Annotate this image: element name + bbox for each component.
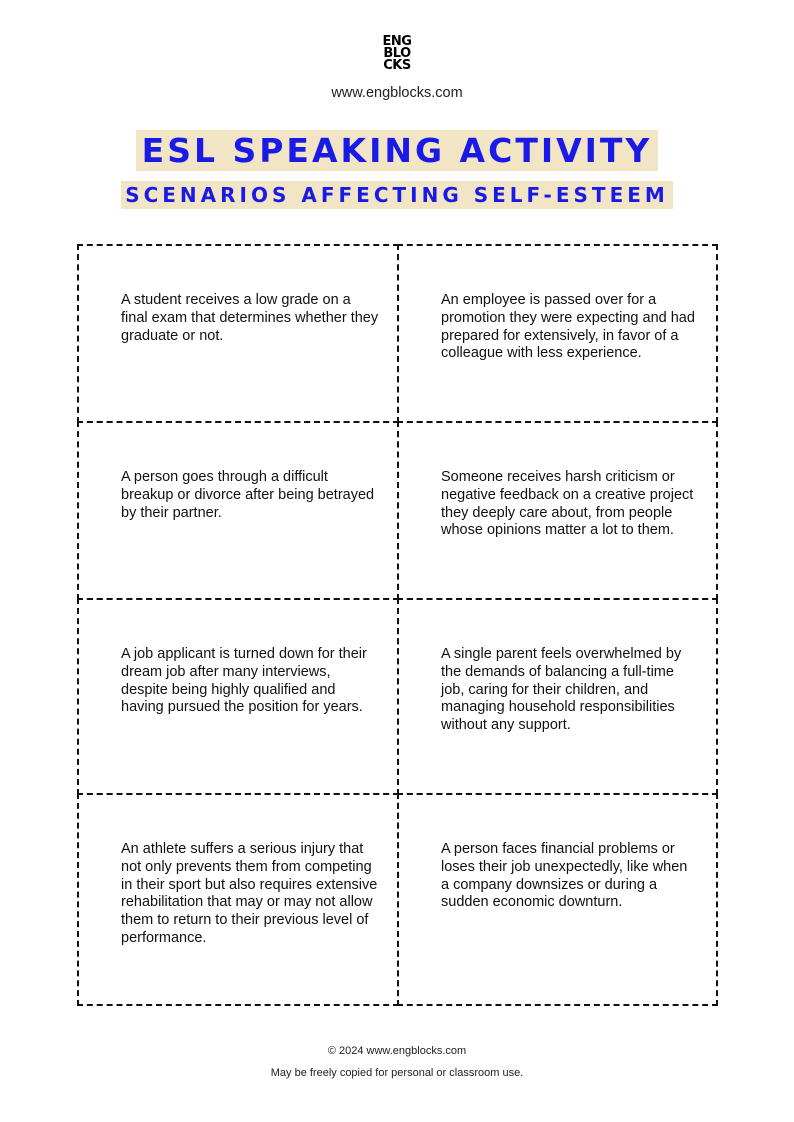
scenario-card — [77, 244, 399, 423]
site-url: www.engblocks.com — [331, 85, 463, 101]
scenario-card — [77, 421, 399, 600]
page-title-text: ESL SPEAKING ACTIVITY — [136, 130, 659, 171]
scenario-text: A person goes through a difficult breakup or divorce after being betrayed by their partner. — [121, 469, 375, 521]
page-title — [0, 130, 794, 171]
logo-line: ENG — [382, 34, 412, 49]
scenario-text: Someone receives harsh criticism or negative feedback on a creative project they deeply care about, from people whose opinions matter a lot to them. — [441, 469, 694, 539]
scenario-card — [397, 244, 718, 423]
scenario-card — [77, 598, 399, 795]
logo-line: BLO — [383, 46, 411, 61]
logo-line: CKS — [383, 58, 411, 73]
scenario-card — [77, 793, 399, 1006]
scenario-text: An athlete suffers a serious injury that not only prevents them from competing in their sport but also requires extensive rehabilitation that may or may not allow them to return to their previous level of performance. — [121, 841, 378, 946]
scenario-text: A single parent feels overwhelmed by the demands of balancing a full-time job, caring for their children, and managing household responsibilities without any support. — [441, 646, 682, 734]
scenario-text: An employee is passed over for a promotion they were expecting and had prepared for extensively, in favor of a colleague with less experience. — [441, 292, 695, 362]
page-subtitle-text: SCENARIOS AFFECTING SELF-ESTEEM — [121, 181, 673, 209]
logo — [0, 36, 794, 72]
page-subtitle — [0, 181, 794, 209]
scenario-text: A person faces financial problems or loses their job unexpectedly, like when a company downsizes or during a sudden economic downturn. — [441, 841, 688, 911]
scenario-card-grid — [77, 244, 718, 1006]
footer-usage-note: May be freely copied for personal or classroom use. — [270, 1067, 524, 1079]
scenario-card — [397, 793, 718, 1006]
engblocks-logo — [383, 36, 412, 72]
scenario-card — [397, 598, 718, 795]
footer-copyright: © 2024 www.engblocks.com — [327, 1045, 467, 1057]
scenario-text: A student receives a low grade on a final exam that determines whether they graduate or not. — [121, 292, 379, 344]
scenario-card — [397, 421, 718, 600]
scenario-text: A job applicant is turned down for their dream job after many interviews, despite being highly qualified and having pursued the position for years. — [121, 646, 367, 716]
